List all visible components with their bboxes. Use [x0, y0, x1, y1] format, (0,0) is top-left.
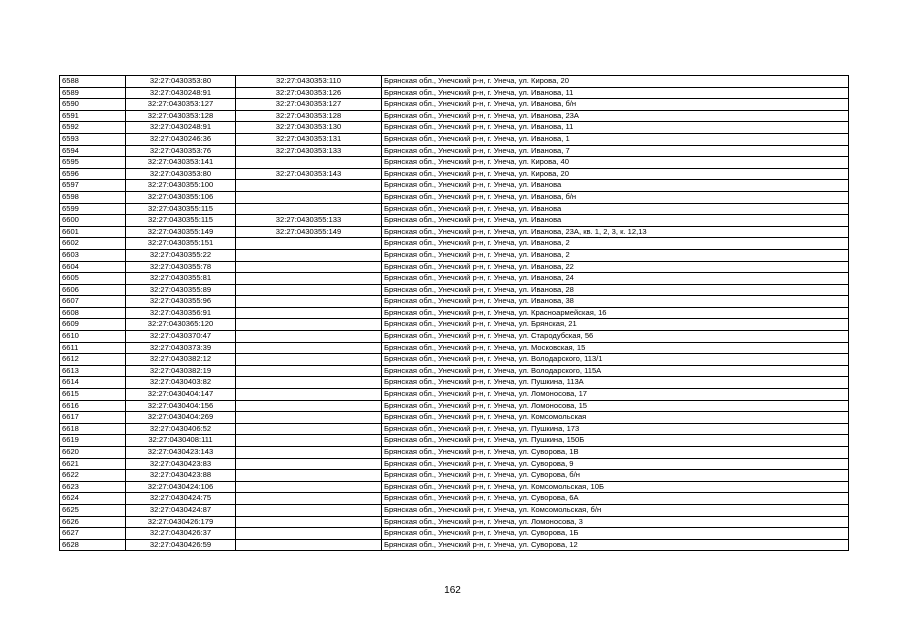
- land-cadastral-number-cell: 32:27:0430373:39: [126, 342, 236, 354]
- address-cell: Брянская обл., Унечский р-н, г. Унеча, ул. Суворова, б/н: [382, 470, 849, 482]
- table-row: [60, 296, 849, 308]
- row-number-cell: 6611: [60, 342, 126, 354]
- object-cadastral-number-cell: [236, 389, 382, 401]
- table-row: [60, 261, 849, 273]
- object-cadastral-number-cell: 32:27:0430353:128: [236, 110, 382, 122]
- land-cadastral-number-cell: 32:27:0430355:96: [126, 296, 236, 308]
- object-cadastral-number-cell: [236, 296, 382, 308]
- land-cadastral-number-cell: 32:27:0430424:87: [126, 504, 236, 516]
- table-row: [60, 528, 849, 540]
- table-row: [60, 226, 849, 238]
- address-cell: Брянская обл., Унечский р-н, г. Унеча, ул. Московская, 15: [382, 342, 849, 354]
- object-cadastral-number-cell: [236, 412, 382, 424]
- table-row: [60, 168, 849, 180]
- row-number-cell: 6618: [60, 423, 126, 435]
- object-cadastral-number-cell: [236, 516, 382, 528]
- address-cell: Брянская обл., Унечский р-н, г. Унеча, ул. Володарского, 115А: [382, 365, 849, 377]
- object-cadastral-number-cell: 32:27:0430353:133: [236, 145, 382, 157]
- row-number-cell: 6590: [60, 99, 126, 111]
- object-cadastral-number-cell: [236, 157, 382, 169]
- land-cadastral-number-cell: 32:27:0430248:91: [126, 122, 236, 134]
- address-cell: Брянская обл., Унечский р-н, г. Унеча, ул. Ломоносова, 15: [382, 400, 849, 412]
- row-number-cell: 6602: [60, 238, 126, 250]
- table-row: [60, 87, 849, 99]
- land-cadastral-number-cell: 32:27:0430406:52: [126, 423, 236, 435]
- object-cadastral-number-cell: [236, 423, 382, 435]
- address-cell: Брянская обл., Унечский р-н, г. Унеча, ул. Комсомольская: [382, 412, 849, 424]
- table-row: [60, 470, 849, 482]
- land-cadastral-number-cell: 32:27:0430355:78: [126, 261, 236, 273]
- address-cell: Брянская обл., Унечский р-н, г. Унеча, ул. Иванова, 7: [382, 145, 849, 157]
- table-row: [60, 539, 849, 551]
- address-cell: Брянская обл., Унечский р-н, г. Унеча, ул. Суворова, 12: [382, 539, 849, 551]
- object-cadastral-number-cell: [236, 504, 382, 516]
- address-cell: Брянская обл., Унечский р-н, г. Унеча, ул. Иванова, 11: [382, 122, 849, 134]
- cadastral-table: [59, 75, 849, 551]
- row-number-cell: 6616: [60, 400, 126, 412]
- table-row: [60, 238, 849, 250]
- object-cadastral-number-cell: [236, 365, 382, 377]
- table-row: [60, 203, 849, 215]
- row-number-cell: 6600: [60, 215, 126, 227]
- land-cadastral-number-cell: 32:27:0430365:120: [126, 319, 236, 331]
- address-cell: Брянская обл., Унечский р-н, г. Унеча, ул. Иванова: [382, 180, 849, 192]
- land-cadastral-number-cell: 32:27:0430426:59: [126, 539, 236, 551]
- row-number-cell: 6592: [60, 122, 126, 134]
- object-cadastral-number-cell: [236, 470, 382, 482]
- row-number-cell: 6622: [60, 470, 126, 482]
- object-cadastral-number-cell: 32:27:0430353:127: [236, 99, 382, 111]
- object-cadastral-number-cell: [236, 307, 382, 319]
- address-cell: Брянская обл., Унечский р-н, г. Унеча, ул. Иванова, 23А, кв. 1, 2, 3, к. 12,13: [382, 226, 849, 238]
- land-cadastral-number-cell: 32:27:0430353:80: [126, 76, 236, 88]
- row-number-cell: 6596: [60, 168, 126, 180]
- table-row: [60, 284, 849, 296]
- address-cell: Брянская обл., Унечский р-н, г. Унеча, ул. Иванова, 1: [382, 133, 849, 145]
- table-row: [60, 331, 849, 343]
- address-cell: Брянская обл., Унечский р-н, г. Унеча, ул. Красноармейская, 16: [382, 307, 849, 319]
- row-number-cell: 6601: [60, 226, 126, 238]
- address-cell: Брянская обл., Унечский р-н, г. Унеча, ул. Иванова: [382, 215, 849, 227]
- table-row: [60, 493, 849, 505]
- table-row: [60, 412, 849, 424]
- row-number-cell: 6605: [60, 273, 126, 285]
- row-number-cell: 6603: [60, 249, 126, 261]
- land-cadastral-number-cell: 32:27:0430248:91: [126, 87, 236, 99]
- address-cell: Брянская обл., Унечский р-н, г. Унеча, ул. Комсомольская, 10Б: [382, 481, 849, 493]
- object-cadastral-number-cell: [236, 249, 382, 261]
- object-cadastral-number-cell: [236, 481, 382, 493]
- object-cadastral-number-cell: [236, 319, 382, 331]
- address-cell: Брянская обл., Унечский р-н, г. Унеча, ул. Иванова, б/н: [382, 99, 849, 111]
- object-cadastral-number-cell: [236, 528, 382, 540]
- address-cell: Брянская обл., Унечский р-н, г. Унеча, ул. Иванова, 28: [382, 284, 849, 296]
- table-row: [60, 122, 849, 134]
- object-cadastral-number-cell: [236, 238, 382, 250]
- table-row: [60, 249, 849, 261]
- row-number-cell: 6610: [60, 331, 126, 343]
- row-number-cell: 6617: [60, 412, 126, 424]
- row-number-cell: 6613: [60, 365, 126, 377]
- land-cadastral-number-cell: 32:27:0430355:115: [126, 203, 236, 215]
- address-cell: Брянская обл., Унечский р-н, г. Унеча, ул. Ломоносова, 17: [382, 389, 849, 401]
- row-number-cell: 6619: [60, 435, 126, 447]
- table-row: [60, 180, 849, 192]
- row-number-cell: 6609: [60, 319, 126, 331]
- table-row: [60, 435, 849, 447]
- row-number-cell: 6608: [60, 307, 126, 319]
- object-cadastral-number-cell: [236, 493, 382, 505]
- address-cell: Брянская обл., Унечский р-н, г. Унеча, ул. Иванова, 24: [382, 273, 849, 285]
- row-number-cell: 6597: [60, 180, 126, 192]
- land-cadastral-number-cell: 32:27:0430404:147: [126, 389, 236, 401]
- address-cell: Брянская обл., Унечский р-н, г. Унеча, ул. Стародубская, 56: [382, 331, 849, 343]
- table-row: [60, 99, 849, 111]
- row-number-cell: 6623: [60, 481, 126, 493]
- row-number-cell: 6606: [60, 284, 126, 296]
- table-row: [60, 342, 849, 354]
- table-row: [60, 377, 849, 389]
- land-cadastral-number-cell: 32:27:0430426:37: [126, 528, 236, 540]
- table-row: [60, 133, 849, 145]
- row-number-cell: 6599: [60, 203, 126, 215]
- table-row: [60, 307, 849, 319]
- table-row: [60, 389, 849, 401]
- object-cadastral-number-cell: [236, 539, 382, 551]
- table-row: [60, 516, 849, 528]
- object-cadastral-number-cell: 32:27:0430353:131: [236, 133, 382, 145]
- land-cadastral-number-cell: 32:27:0430370:47: [126, 331, 236, 343]
- row-number-cell: 6593: [60, 133, 126, 145]
- table-row: [60, 145, 849, 157]
- address-cell: Брянская обл., Унечский р-н, г. Унеча, ул. Пушкина, 113А: [382, 377, 849, 389]
- row-number-cell: 6627: [60, 528, 126, 540]
- land-cadastral-number-cell: 32:27:0430355:149: [126, 226, 236, 238]
- table-row: [60, 76, 849, 88]
- land-cadastral-number-cell: 32:27:0430353:128: [126, 110, 236, 122]
- land-cadastral-number-cell: 32:27:0430355:151: [126, 238, 236, 250]
- address-cell: Брянская обл., Унечский р-н, г. Унеча, ул. Иванова, 2: [382, 238, 849, 250]
- land-cadastral-number-cell: 32:27:0430404:156: [126, 400, 236, 412]
- row-number-cell: 6604: [60, 261, 126, 273]
- object-cadastral-number-cell: [236, 261, 382, 273]
- address-cell: Брянская обл., Унечский р-н, г. Унеча, ул. Брянская, 21: [382, 319, 849, 331]
- address-cell: Брянская обл., Унечский р-н, г. Унеча, ул. Иванова: [382, 203, 849, 215]
- land-cadastral-number-cell: 32:27:0430404:269: [126, 412, 236, 424]
- table-row: [60, 504, 849, 516]
- object-cadastral-number-cell: 32:27:0430353:126: [236, 87, 382, 99]
- land-cadastral-number-cell: 32:27:0430382:12: [126, 354, 236, 366]
- row-number-cell: 6594: [60, 145, 126, 157]
- row-number-cell: 6588: [60, 76, 126, 88]
- object-cadastral-number-cell: [236, 400, 382, 412]
- address-cell: Брянская обл., Унечский р-н, г. Унеча, ул. Кирова, 20: [382, 168, 849, 180]
- land-cadastral-number-cell: 32:27:0430356:91: [126, 307, 236, 319]
- address-cell: Брянская обл., Унечский р-н, г. Унеча, ул. Пушкина, 173: [382, 423, 849, 435]
- object-cadastral-number-cell: 32:27:0430355:133: [236, 215, 382, 227]
- land-cadastral-number-cell: 32:27:0430353:141: [126, 157, 236, 169]
- object-cadastral-number-cell: [236, 203, 382, 215]
- land-cadastral-number-cell: 32:27:0430246:36: [126, 133, 236, 145]
- object-cadastral-number-cell: 32:27:0430353:110: [236, 76, 382, 88]
- row-number-cell: 6626: [60, 516, 126, 528]
- address-cell: Брянская обл., Унечский р-н, г. Унеча, ул. Суворова, 6А: [382, 493, 849, 505]
- land-cadastral-number-cell: 32:27:0430355:22: [126, 249, 236, 261]
- address-cell: Брянская обл., Унечский р-н, г. Унеча, ул. Ломоносова, 3: [382, 516, 849, 528]
- table-body: [60, 76, 849, 551]
- table-row: [60, 458, 849, 470]
- land-cadastral-number-cell: 32:27:0430353:127: [126, 99, 236, 111]
- address-cell: Брянская обл., Унечский р-н, г. Унеча, ул. Суворова, 1В: [382, 447, 849, 459]
- row-number-cell: 6625: [60, 504, 126, 516]
- row-number-cell: 6620: [60, 447, 126, 459]
- land-cadastral-number-cell: 32:27:0430382:19: [126, 365, 236, 377]
- table-row: [60, 423, 849, 435]
- table-row: [60, 400, 849, 412]
- object-cadastral-number-cell: [236, 331, 382, 343]
- address-cell: Брянская обл., Унечский р-н, г. Унеча, ул. Пушкина, 150Б: [382, 435, 849, 447]
- object-cadastral-number-cell: [236, 458, 382, 470]
- object-cadastral-number-cell: [236, 435, 382, 447]
- table-row: [60, 365, 849, 377]
- row-number-cell: 6614: [60, 377, 126, 389]
- land-cadastral-number-cell: 32:27:0430423:88: [126, 470, 236, 482]
- table-row: [60, 354, 849, 366]
- address-cell: Брянская обл., Унечский р-н, г. Унеча, ул. Суворова, 9: [382, 458, 849, 470]
- row-number-cell: 6607: [60, 296, 126, 308]
- page-number: 162: [444, 585, 461, 596]
- land-cadastral-number-cell: 32:27:0430424:106: [126, 481, 236, 493]
- row-number-cell: 6628: [60, 539, 126, 551]
- row-number-cell: 6615: [60, 389, 126, 401]
- address-cell: Брянская обл., Унечский р-н, г. Унеча, ул. Иванова, 22: [382, 261, 849, 273]
- object-cadastral-number-cell: [236, 180, 382, 192]
- land-cadastral-number-cell: 32:27:0430426:179: [126, 516, 236, 528]
- row-number-cell: 6589: [60, 87, 126, 99]
- address-cell: Брянская обл., Унечский р-н, г. Унеча, ул. Иванова, 38: [382, 296, 849, 308]
- object-cadastral-number-cell: [236, 284, 382, 296]
- table-row: [60, 447, 849, 459]
- land-cadastral-number-cell: 32:27:0430424:75: [126, 493, 236, 505]
- land-cadastral-number-cell: 32:27:0430353:76: [126, 145, 236, 157]
- object-cadastral-number-cell: 32:27:0430353:143: [236, 168, 382, 180]
- table-row: [60, 319, 849, 331]
- row-number-cell: 6598: [60, 191, 126, 203]
- table-row: [60, 481, 849, 493]
- table-row: [60, 273, 849, 285]
- land-cadastral-number-cell: 32:27:0430355:81: [126, 273, 236, 285]
- object-cadastral-number-cell: [236, 377, 382, 389]
- object-cadastral-number-cell: [236, 191, 382, 203]
- address-cell: Брянская обл., Унечский р-н, г. Унеча, ул. Кирова, 40: [382, 157, 849, 169]
- row-number-cell: 6612: [60, 354, 126, 366]
- row-number-cell: 6624: [60, 493, 126, 505]
- object-cadastral-number-cell: [236, 273, 382, 285]
- land-cadastral-number-cell: 32:27:0430353:80: [126, 168, 236, 180]
- land-cadastral-number-cell: 32:27:0430423:83: [126, 458, 236, 470]
- land-cadastral-number-cell: 32:27:0430423:143: [126, 447, 236, 459]
- address-cell: Брянская обл., Унечский р-н, г. Унеча, ул. Иванова, б/н: [382, 191, 849, 203]
- land-cadastral-number-cell: 32:27:0430355:89: [126, 284, 236, 296]
- row-number-cell: 6621: [60, 458, 126, 470]
- land-cadastral-number-cell: 32:27:0430355:100: [126, 180, 236, 192]
- row-number-cell: 6591: [60, 110, 126, 122]
- row-number-cell: 6595: [60, 157, 126, 169]
- address-cell: Брянская обл., Унечский р-н, г. Унеча, ул. Иванова, 23А: [382, 110, 849, 122]
- address-cell: Брянская обл., Унечский р-н, г. Унеча, ул. Суворова, 1Б: [382, 528, 849, 540]
- object-cadastral-number-cell: [236, 342, 382, 354]
- land-cadastral-number-cell: 32:27:0430355:115: [126, 215, 236, 227]
- table-row: [60, 191, 849, 203]
- table-row: [60, 110, 849, 122]
- address-cell: Брянская обл., Унечский р-н, г. Унеча, ул. Кирова, 20: [382, 76, 849, 88]
- address-cell: Брянская обл., Унечский р-н, г. Унеча, ул. Иванова, 2: [382, 249, 849, 261]
- land-cadastral-number-cell: 32:27:0430355:106: [126, 191, 236, 203]
- object-cadastral-number-cell: 32:27:0430355:149: [236, 226, 382, 238]
- object-cadastral-number-cell: [236, 447, 382, 459]
- address-cell: Брянская обл., Унечский р-н, г. Унеча, ул. Володарского, 113/1: [382, 354, 849, 366]
- object-cadastral-number-cell: [236, 354, 382, 366]
- address-cell: Брянская обл., Унечский р-н, г. Унеча, ул. Комсомольская, б/н: [382, 504, 849, 516]
- object-cadastral-number-cell: 32:27:0430353:130: [236, 122, 382, 134]
- land-cadastral-number-cell: 32:27:0430403:82: [126, 377, 236, 389]
- address-cell: Брянская обл., Унечский р-н, г. Унеча, ул. Иванова, 11: [382, 87, 849, 99]
- land-cadastral-number-cell: 32:27:0430408:111: [126, 435, 236, 447]
- table-row: [60, 215, 849, 227]
- table-row: [60, 157, 849, 169]
